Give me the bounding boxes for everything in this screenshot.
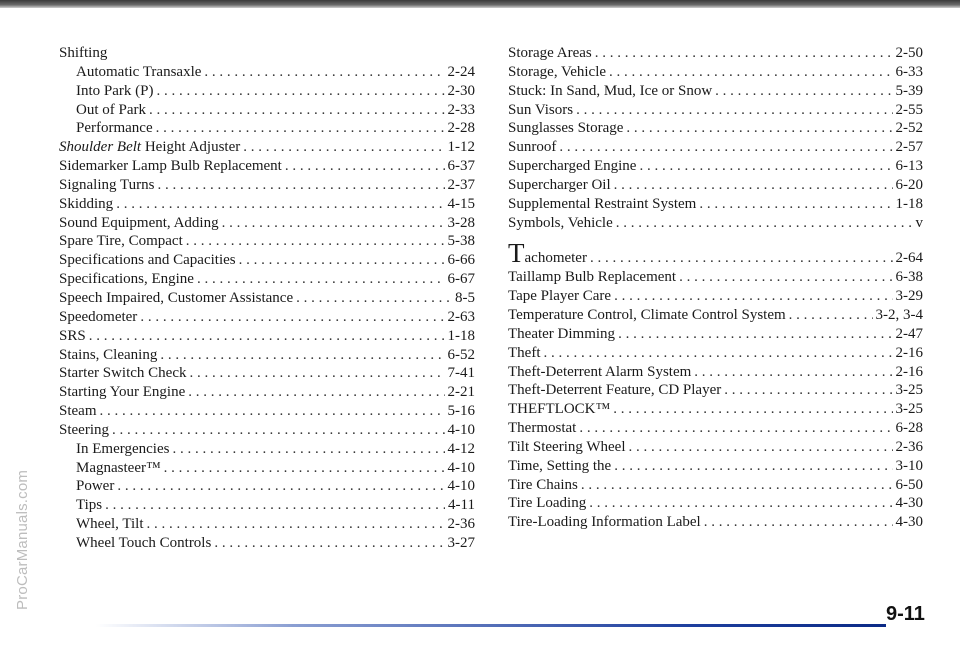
index-entry (59, 251, 475, 270)
entry-label (508, 476, 578, 495)
dot-leader (543, 344, 892, 363)
dot-leader (222, 214, 445, 233)
entry-label-italic: Shoulder Belt (59, 139, 142, 156)
page-reference: 6-52 (447, 346, 475, 363)
entry-label (508, 344, 540, 363)
page-reference: 4-15 (447, 195, 475, 212)
entry-label-text: Steering (59, 421, 109, 438)
index-entry (508, 101, 923, 120)
entry-label-text: Sun Visors (508, 101, 574, 118)
entry-label (76, 82, 154, 101)
entry-label-text: THEFTLOCK™ (508, 401, 611, 418)
entry-label (76, 515, 144, 534)
page-reference: 4-30 (895, 514, 923, 531)
page-reference: 8-5 (455, 289, 475, 306)
page-reference: 6-66 (447, 252, 475, 269)
dot-leader (296, 289, 452, 308)
entry-label (76, 496, 102, 515)
dot-leader (694, 363, 892, 382)
page-reference: 1-18 (447, 327, 475, 344)
entry-label-text: Into Park (P) (76, 82, 154, 99)
entry-label-text: Stuck: In Sand, Mud, Ice or Snow (508, 82, 713, 99)
page-reference: 1-12 (447, 139, 475, 156)
page-reference: 2-52 (895, 120, 923, 137)
section-initial: T (508, 238, 525, 269)
index-entry (508, 176, 923, 195)
dot-leader (579, 419, 892, 438)
dot-leader (626, 119, 892, 138)
entry-label (59, 346, 157, 365)
dot-leader (140, 308, 444, 327)
entry-label (59, 364, 186, 383)
entry-label (59, 251, 236, 270)
entry-label (508, 157, 636, 176)
entry-label-text: Starter Switch Check (59, 365, 187, 382)
page-reference: 6-33 (895, 63, 923, 80)
entry-label-text: Supercharged Engine (508, 158, 637, 175)
entry-label (59, 232, 183, 251)
page-reference: 6-13 (895, 158, 923, 175)
index-subentry (59, 101, 475, 120)
index-entry (508, 214, 923, 233)
index-entry (508, 494, 923, 513)
entry-label (508, 238, 587, 269)
index-entry (508, 363, 923, 382)
page-reference: 6-28 (895, 420, 923, 437)
dot-leader (105, 496, 445, 515)
entry-label-text: Height Adjuster (141, 139, 241, 156)
entry-label-text: Sunroof (508, 139, 557, 156)
entry-label (508, 119, 623, 138)
index-entry (59, 383, 475, 402)
index-subentry (59, 82, 475, 101)
page-reference: 6-37 (447, 158, 475, 175)
page-reference: 6-20 (895, 176, 923, 193)
entry-label-text: Tape Player Care (508, 288, 612, 305)
dot-leader (629, 438, 893, 457)
entry-label-text: Symbols, Vehicle (508, 214, 613, 231)
entry-label (508, 306, 786, 325)
page-reference: 2-47 (895, 325, 923, 342)
entry-label-text: Speech Impaired, Customer Assistance (59, 289, 294, 306)
dot-leader (100, 402, 445, 421)
dot-leader (243, 138, 444, 157)
entry-label (59, 270, 194, 289)
page-reference: 2-55 (895, 101, 923, 118)
page-reference: 3-29 (895, 288, 923, 305)
entry-label-text: Wheel, Tilt (76, 516, 144, 533)
entry-label (76, 101, 146, 120)
dot-leader (149, 101, 445, 120)
dot-leader (589, 494, 892, 513)
index-subentry (59, 440, 475, 459)
entry-label-text: SRS (59, 327, 86, 344)
dot-leader (164, 459, 445, 478)
entry-label (59, 402, 97, 421)
dot-leader (590, 249, 893, 268)
entry-label-text: Out of Park (76, 101, 146, 118)
entry-label-text: Theft-Deterrent Feature, CD Player (508, 382, 722, 399)
entry-label-text: Storage Areas (508, 45, 592, 61)
index-entry (508, 44, 923, 63)
index-entry (59, 289, 475, 308)
index-entry (508, 195, 923, 214)
entry-label-text: Theft-Deterrent Alarm System (508, 363, 692, 380)
entry-label (76, 440, 169, 459)
index-entry (59, 402, 475, 421)
dot-leader (613, 400, 892, 419)
entry-label-text: Storage, Vehicle (508, 63, 607, 80)
index-entry (508, 157, 923, 176)
page-number: 9-11 (886, 603, 925, 625)
entry-label (508, 513, 701, 532)
index-heading: Shifting (59, 45, 108, 61)
entry-label (508, 214, 613, 233)
entry-label (59, 176, 154, 195)
page-reference: 2-57 (895, 139, 923, 156)
index-entry (508, 400, 923, 419)
entry-label (508, 44, 592, 63)
entry-label-text: Specifications and Capacities (59, 252, 236, 269)
dot-leader (609, 63, 892, 82)
bottom-rule (96, 624, 886, 627)
page-reference: 4-30 (895, 495, 923, 512)
entry-label (508, 457, 611, 476)
entry-label (508, 63, 606, 82)
entry-label (508, 138, 556, 157)
entry-label-text: Sidemarker Lamp Bulb Replacement (59, 158, 282, 175)
entry-label (59, 308, 137, 327)
page-reference: 2-64 (895, 250, 923, 267)
dot-leader (112, 421, 445, 440)
entry-label-text: Supercharger Oil (508, 176, 611, 193)
entry-label (508, 195, 696, 214)
page-reference: 6-67 (447, 271, 475, 288)
index-entry (508, 457, 923, 476)
entry-label-text: Spare Tire, Compact (59, 233, 183, 250)
page-reference: 2-24 (447, 63, 475, 80)
entry-label (508, 363, 691, 382)
entry-label-text: Automatic Transaxle (76, 63, 202, 80)
section-gap (508, 232, 923, 249)
entry-label (508, 101, 573, 120)
page-reference: 2-16 (895, 363, 923, 380)
entry-label (59, 327, 86, 346)
dot-leader (204, 63, 444, 82)
index-entry (508, 268, 923, 287)
page-reference: 2-21 (447, 384, 475, 401)
index-subentry (59, 477, 475, 496)
dot-leader (156, 119, 445, 138)
index-entry (59, 157, 475, 176)
entry-label-text: Taillamp Bulb Replacement (508, 269, 677, 286)
page-reference: 2-30 (447, 82, 475, 99)
watermark: ProCarManuals.com (14, 469, 31, 610)
entry-label (76, 477, 114, 496)
dot-leader (147, 515, 445, 534)
entry-label (59, 289, 293, 308)
entry-label (76, 459, 161, 478)
index-subentry (59, 459, 475, 478)
dot-leader (614, 457, 892, 476)
entry-label-text: achometer (524, 250, 587, 267)
dot-leader (89, 327, 445, 346)
entry-label (508, 268, 676, 287)
entry-label (508, 176, 611, 195)
entry-label-text: Supplemental Restraint System (508, 195, 697, 212)
page-reference: 5-39 (895, 82, 923, 99)
page-reference: 2-36 (895, 438, 923, 455)
page-reference: 4-10 (447, 478, 475, 495)
page-reference: 3-28 (447, 214, 475, 231)
entry-label-text: Skidding (59, 195, 114, 212)
page-reference: 2-50 (895, 45, 923, 61)
entry-label-text: Sound Equipment, Adding (59, 214, 219, 231)
entry-label (59, 157, 282, 176)
entry-label-text: Power (76, 478, 115, 495)
page-reference: 4-12 (447, 440, 475, 457)
index-entry (59, 176, 475, 195)
entry-label-text: Speedometer (59, 308, 138, 325)
entry-label (76, 63, 201, 82)
entry-label-text: Time, Setting the (508, 457, 612, 474)
page-reference: 4-10 (447, 459, 475, 476)
index-subentry (59, 534, 475, 553)
entry-label (76, 534, 211, 553)
dot-leader (186, 232, 445, 251)
page-reference: 2-33 (447, 101, 475, 118)
index-entry (59, 421, 475, 440)
page-reference: 3-2, 3-4 (875, 306, 923, 323)
page-reference: 2-36 (447, 516, 475, 533)
entry-label-text: Thermostat (508, 420, 577, 437)
entry-label (508, 438, 626, 457)
page-reference: 3-27 (447, 534, 475, 551)
index-column-right (508, 44, 923, 532)
entry-label (508, 400, 610, 419)
page-reference: 6-50 (895, 476, 923, 493)
dot-leader (618, 325, 892, 344)
index-entry (508, 82, 923, 101)
page-reference: 1-18 (895, 195, 923, 212)
dot-leader (285, 157, 445, 176)
entry-label (59, 195, 113, 214)
entry-label (508, 419, 576, 438)
entry-label-text: Starting Your Engine (59, 384, 186, 401)
index-entry (59, 270, 475, 289)
entry-label (508, 325, 615, 344)
entry-label (59, 421, 109, 440)
page-reference: 2-37 (447, 176, 475, 193)
entry-label-text: In Emergencies (76, 440, 170, 457)
page-reference: v (915, 214, 923, 231)
dot-leader (639, 157, 892, 176)
dot-leader (699, 195, 892, 214)
entry-label (76, 119, 153, 138)
index-entry (59, 308, 475, 327)
index-subentry (59, 496, 475, 515)
page-reference: 3-25 (895, 382, 923, 399)
dot-leader (614, 287, 892, 306)
index-entry (508, 513, 923, 532)
index-entry (508, 63, 923, 82)
index-entry (59, 232, 475, 251)
dot-leader (197, 270, 445, 289)
dot-leader (595, 44, 893, 63)
index-entry (508, 344, 923, 363)
page-reference: 2-63 (447, 308, 475, 325)
dot-leader (789, 306, 873, 325)
index-entry (59, 195, 475, 214)
dot-leader (724, 381, 892, 400)
page-reference: 4-10 (447, 421, 475, 438)
index-entry (59, 346, 475, 365)
index-entry (59, 214, 475, 233)
entry-label-text: Tilt Steering Wheel (508, 438, 626, 455)
entry-label (508, 381, 721, 400)
dot-leader (576, 101, 892, 120)
entry-label-text: Steam (59, 403, 97, 420)
entry-label-text: Sunglasses Storage (508, 120, 624, 137)
dot-leader (160, 346, 444, 365)
index-subentry (59, 515, 475, 534)
index-entry (508, 119, 923, 138)
page-reference: 3-10 (895, 457, 923, 474)
entry-label (59, 383, 185, 402)
index-entry (508, 419, 923, 438)
entry-label (508, 82, 712, 101)
index-entry (508, 476, 923, 495)
dot-leader (704, 513, 893, 532)
index-entry (508, 287, 923, 306)
dot-leader (559, 138, 892, 157)
entry-label-text: Specifications, Engine (59, 271, 194, 288)
dot-leader (172, 440, 444, 459)
index-entry (59, 138, 475, 157)
dot-leader (157, 176, 444, 195)
index-entry (59, 327, 475, 346)
index-entry (508, 381, 923, 400)
index-entry (508, 138, 923, 157)
dot-leader (189, 364, 444, 383)
dot-leader (715, 82, 892, 101)
index-entry (508, 238, 923, 269)
page-reference: 2-16 (895, 344, 923, 361)
page-reference: 6-38 (895, 269, 923, 286)
index-entry (508, 306, 923, 325)
index-column-left (59, 44, 475, 553)
dot-leader (239, 251, 445, 270)
entry-label (508, 494, 586, 513)
entry-label-text: Signaling Turns (59, 176, 155, 193)
dot-leader (117, 477, 444, 496)
dot-leader (214, 534, 444, 553)
index-entry (59, 364, 475, 383)
top-rule (0, 0, 960, 8)
dot-leader (581, 476, 893, 495)
entry-label-text: Magnasteer™ (76, 459, 161, 476)
entry-label-text: Temperature Control, Climate Control System (508, 306, 786, 323)
index-subentry (59, 63, 475, 82)
entry-label (59, 138, 240, 157)
entry-label (59, 214, 219, 233)
dot-leader (157, 82, 445, 101)
page-reference: 3-25 (895, 401, 923, 418)
index-subentry (59, 119, 475, 138)
index-entry (508, 438, 923, 457)
index-entry (508, 325, 923, 344)
page-reference: 4-11 (448, 497, 475, 514)
entry-label-text: Tire Chains (508, 476, 578, 493)
page-reference: 5-38 (447, 233, 475, 250)
entry-label (508, 287, 611, 306)
entry-label-text: Theater Dimming (508, 325, 616, 342)
entry-label-text: Tips (76, 497, 103, 514)
entry-label-text: Wheel Touch Controls (76, 534, 212, 551)
dot-leader (614, 176, 893, 195)
page-reference: 5-16 (447, 403, 475, 420)
page-reference: 7-41 (447, 365, 475, 382)
dot-leader (616, 214, 913, 233)
entry-label-text: Theft (508, 344, 541, 361)
entry-label-text: Stains, Cleaning (59, 346, 158, 363)
dot-leader (188, 383, 444, 402)
entry-label-text: Tire Loading (508, 495, 587, 512)
dot-leader (679, 268, 892, 287)
dot-leader (116, 195, 444, 214)
entry-label-text: Tire-Loading Information Label (508, 514, 701, 531)
page-reference: 2-28 (447, 120, 475, 137)
entry-label-text: Performance (76, 120, 153, 137)
